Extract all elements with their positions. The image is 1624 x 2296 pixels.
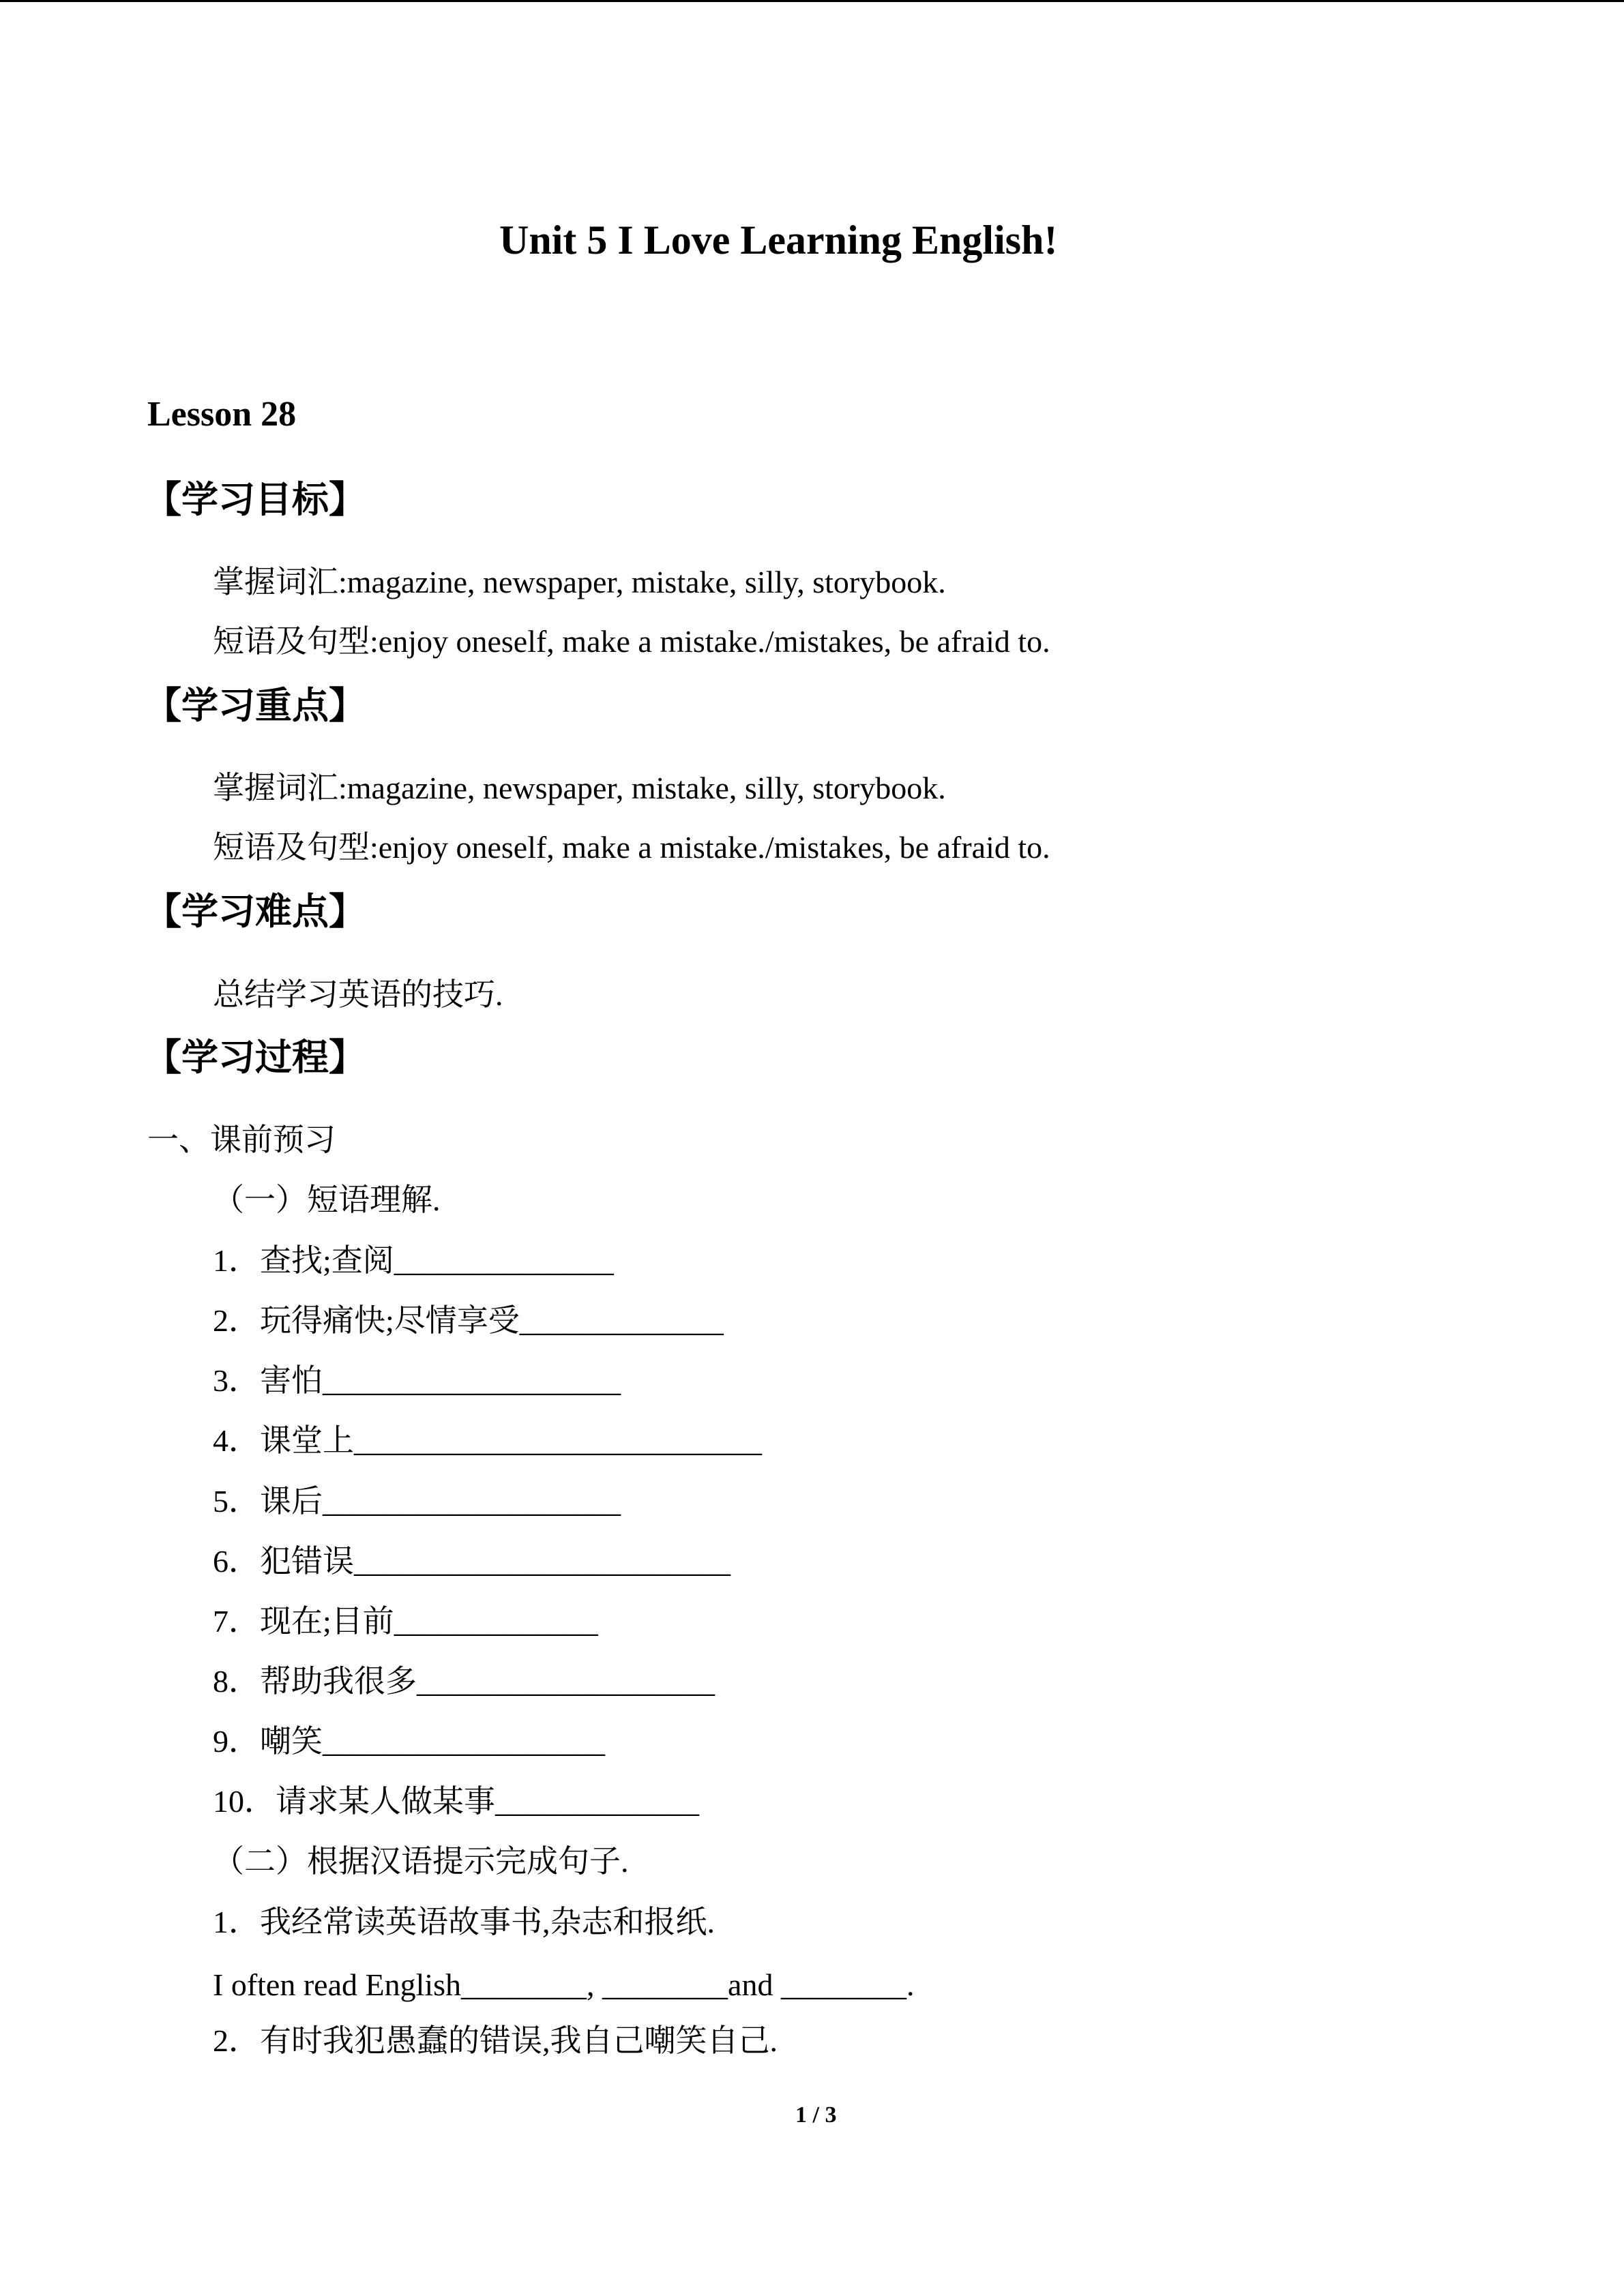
phrase-item: 6．犯错误________________________ xyxy=(213,1544,730,1579)
process-heading: 【学习过程】 xyxy=(145,1036,366,1079)
phrase-item: 5．课后___________________ xyxy=(213,1484,621,1519)
page-number: 1 / 3 xyxy=(795,2102,837,2128)
phrase-item: 9．嘲笑__________________ xyxy=(213,1724,605,1759)
objectives-phrases: 短语及句型:enjoy oneself, make a mistake./mistakes, be afraid to. xyxy=(213,624,1050,659)
sentence-1-chinese: 1．我经常读英语故事书,杂志和报纸. xyxy=(213,1905,715,1939)
key-points-vocab: 掌握词汇:magazine, newspaper, mistake, silly, storybook. xyxy=(213,771,946,805)
top-border xyxy=(0,0,1624,2)
phrase-item: 8．帮助我很多___________________ xyxy=(213,1664,715,1699)
page-title: Unit 5 I Love Learning English! xyxy=(499,218,1058,263)
phrase-item: 7．现在;目前_____________ xyxy=(213,1604,598,1639)
phrase-item: 3．害怕___________________ xyxy=(213,1363,621,1398)
phrase-item: 2．玩得痛快;尽情享受_____________ xyxy=(213,1303,724,1338)
sub2-heading: （二）根据汉语提示完成句子. xyxy=(213,1844,629,1879)
difficulties-heading: 【学习难点】 xyxy=(145,890,366,933)
sub1-heading: （一）短语理解. xyxy=(213,1182,441,1217)
part1-heading: 一、课前预习 xyxy=(147,1122,336,1157)
phrase-item: 4．课堂上__________________________ xyxy=(213,1423,762,1458)
key-points-heading: 【学习重点】 xyxy=(145,684,366,727)
lesson-heading: Lesson 28 xyxy=(147,395,297,434)
sentence-1-english: I often read English________, ________and ________. xyxy=(213,1967,915,2002)
phrase-item: 10．请求某人做某事_____________ xyxy=(213,1784,699,1819)
key-points-phrases: 短语及句型:enjoy oneself, make a mistake./mistakes, be afraid to. xyxy=(213,830,1050,865)
objectives-vocab: 掌握词汇:magazine, newspaper, mistake, silly, storybook. xyxy=(213,565,946,599)
difficulties-text: 总结学习英语的技巧. xyxy=(213,977,503,1012)
phrase-item: 1．查找;查阅______________ xyxy=(213,1243,614,1278)
objectives-heading: 【学习目标】 xyxy=(145,478,366,521)
sentence-2-chinese: 2．有时我犯愚蠢的错误,我自己嘲笑自己. xyxy=(213,2023,778,2058)
